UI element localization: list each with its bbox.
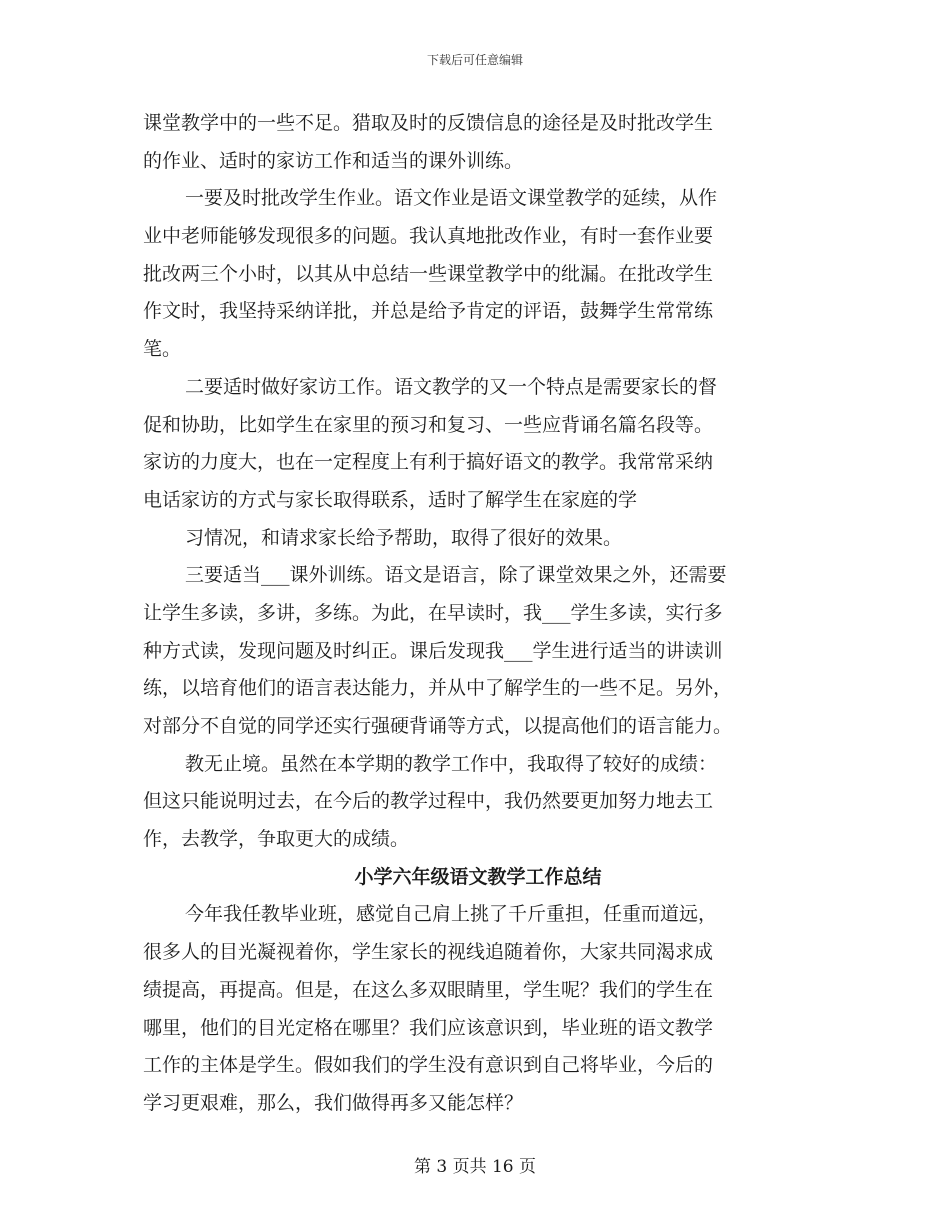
text-line: 业中老师能够发现很多的问题。我认真地批改作业，有时一套作业要 [143,225,714,248]
text-line: 教无止境。虽然在本学期的教学工作中，我取得了较好的成绩： [185,752,718,775]
text-line: 三要适当___课外训练。语文是语言，除了课堂效果之外，还需要 [185,564,727,587]
text-line: 作，去教学，争取更大的成绩。 [143,828,410,851]
text-line: 习情况，和请求家长给予帮助，取得了很好的效果。 [185,526,623,549]
text-line: 一要及时批改学生作业。语文作业是语文课堂教学的延续，从作 [185,187,718,210]
text-line: 绩提高，再提高。但是，在这么多双眼睛里，学生呢？我们的学生在 [143,978,714,1001]
text-line: 笔。 [143,338,182,361]
text-line: 课堂教学中的一些不足。猎取及时的反馈信息的途径是及时批改学生 [143,112,714,134]
text-line: 作文时，我坚持采纳详批，并总是给予肯定的评语，鼓舞学生常常练 [143,300,714,323]
text-line: 今年我任教毕业班，感觉自己肩上挑了千斤重担，任重而道远， [185,903,718,926]
text-line: 家访的力度大，也在一定程度上有利于搞好语文的教学。我常常采纳 [143,451,714,474]
text-line: 促和协助，比如学生在家里的预习和复习、一些应背诵名篇名段等。 [143,413,714,436]
text-line: 工作的主体是学生。假如我们的学生没有意识到自己将毕业，今后的 [143,1054,714,1077]
text-line: 学习更艰难，那么，我们做得再多又能怎样？ [143,1091,524,1114]
page-header: 下载后可任意编辑 [426,53,523,67]
text-line: 的作业、适时的家访工作和适当的课外训练。 [143,149,524,172]
text-line: 很多人的目光凝视着你，学生家长的视线追随着你，大家共同渴求成 [143,941,714,964]
text-line: 种方式读，发现问题及时纠正。课后发现我___学生进行适当的讲读训 [143,639,723,662]
text-line: 让学生多读，多讲，多练。为此，在早读时，我___学生多读，实行多 [143,601,723,624]
text-line: 批改两三个小时，以其从中总结一些课堂教学中的纰漏。在批改学生 [143,262,714,285]
text-line: 但这只能说明过去，在今后的教学过程中，我仍然要更加努力地去工 [143,790,714,813]
text-line: 练，以培育他们的语言表达能力，并从中了解学生的一些不足。另外， [143,677,733,700]
text-line: 二要适时做好家访工作。语文教学的又一个特点是需要家长的督 [185,375,718,398]
text-line: 哪里，他们的目光定格在哪里？我们应该意识到，毕业班的语文教学 [143,1016,714,1039]
text-line: 电话家访的方式与家长取得联系，适时了解学生在家庭的学 [143,488,638,511]
document-body [143,105,813,1123]
page-footer: 第 3 页共 16 页 [413,1157,537,1177]
section-title: 小学六年级语文教学工作总结 [354,865,602,888]
text-line: 对部分不自觉的同学还实行强硬背诵等方式，以提高他们的语言能力。 [143,715,733,737]
